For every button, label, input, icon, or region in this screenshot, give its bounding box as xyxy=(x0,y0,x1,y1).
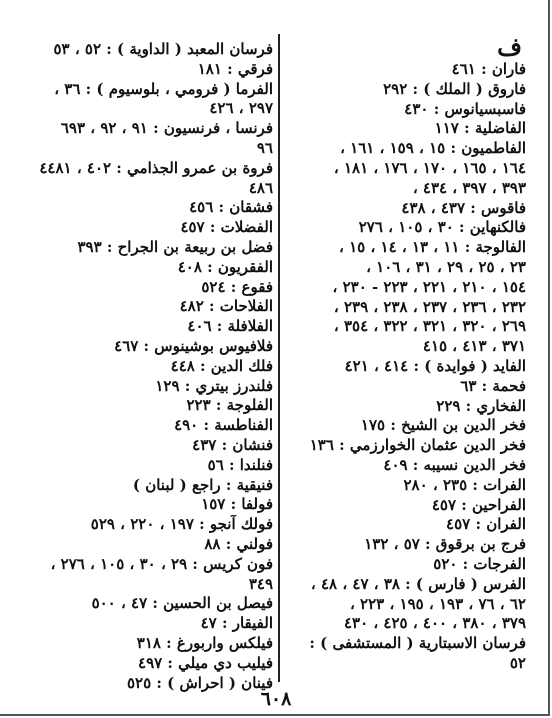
index-entry: الفرس ( فارس ) : ٣٨ ، ٤٧ ، ٤٨ ، xyxy=(310,574,526,593)
index-entry: فلندرز بيتري : ١٢٩ xyxy=(155,376,273,395)
index-entry: فشقان : ٤٥٦ xyxy=(189,198,273,217)
index-entry: الفران : ٤٥٧ xyxy=(446,515,526,534)
index-entry: ٢٣٢ ، ٢٣٦ ، ٢٣٧ ، ٢٣٨ ، ٢٣٩ ، xyxy=(333,297,526,316)
index-entry: فاروق ( الملك ) : ٢٩٢ xyxy=(383,79,526,98)
index-entry: فرقي : ١٨١ xyxy=(197,59,273,78)
index-entry: فينان ( احراش ) : ٥٢٥ xyxy=(126,673,273,692)
index-entry: فالكنهاين : ٣٠ ، ١٠٥ ، ٢٧٦ xyxy=(358,218,526,237)
index-entry: ٣٧٩ ، ٣٨٠ ، ٤٠٠ ، ٤٢٥ ، ٤٣٠ xyxy=(343,614,526,633)
index-entry: الفناطسة : ٤٩٠ xyxy=(174,416,273,435)
index-entry: فخر الدين نسيبه : ٤٠٩ xyxy=(383,455,526,474)
index-entry: الفالوجة : ١١ ، ١٣ ، ١٤ ، ١٥ ، xyxy=(339,238,526,257)
index-entry: فنيقية : راجع ( لبنان ) xyxy=(132,475,273,494)
index-entry: فولني : ٨٨ xyxy=(204,534,273,553)
left-column xyxy=(30,40,273,693)
index-entry: فيصل بن الحسين : ٤٧ ، ٥٠٠ xyxy=(91,594,273,613)
index-entry: الفضلات : ٤٥٧ xyxy=(180,218,273,237)
index-entry: الفاطميون : ١٥ ، ١٥٩ ، ١٦١ ، xyxy=(340,139,526,158)
index-entry: الفلاحات : ٤٨٢ xyxy=(179,297,273,316)
index-entry: ٢٣ ، ٢٥ ، ٢٩ ، ٣١ ، ١٠٦ ، xyxy=(366,257,526,276)
index-entry: الفخاري : ٢٢٩ xyxy=(436,396,526,415)
index-entry: الفقريون : ٤٠٨ xyxy=(177,257,273,276)
index-entry: فيليب دي ميلي : ٤٩٧ xyxy=(138,653,273,672)
index-entry: ٦٢ ، ٧٦ ، ١٩٣ ، ١٩٥ ، ٢٢٣ ، xyxy=(349,594,526,613)
index-entry: فاقوس : ٤٣٧ ، ٤٣٨ xyxy=(401,198,526,217)
index-entry: الفرما ( فرومي ، بلوسيوم ) : ٣٦ ، xyxy=(54,79,273,98)
index-entry: ٢٩٧ ، ٤٢٦ xyxy=(209,99,273,118)
right-column xyxy=(283,42,526,674)
index-entry: فحمة : ٦٣ xyxy=(460,376,526,395)
index-entry: فرسان الاسبتارية ( المستشفى ) : xyxy=(309,634,526,653)
index-entry: الفراحين : ٤٥٧ xyxy=(431,495,526,514)
section-letter: ف xyxy=(497,32,522,61)
index-entry: الفلافلة : ٤٠٦ xyxy=(187,317,273,336)
index-entry: فرنسا ، فرنسيون : ٩١ ، ٩٢ ، ٦٩٣ xyxy=(60,119,273,138)
column-divider xyxy=(278,34,280,682)
index-page xyxy=(30,32,526,692)
index-entry: الفرات : ٢٣٥ ، ٢٨٠ xyxy=(403,475,526,494)
index-entry: الفلوجة : ٢٢٣ xyxy=(186,396,273,415)
index-entry: فاسبسيانوس : ٤٣٠ xyxy=(404,99,526,118)
index-entry: ٢٦٩ ، ٣٢٠ ، ٣٢١ ، ٣٢٢ ، ٣٥٤ ، xyxy=(333,317,526,336)
index-entry: فرج بن برقوق : ٥٧ ، ١٣٢ xyxy=(364,535,526,554)
index-entry: فلك الدين : ٤٤٨ xyxy=(170,356,273,375)
index-entry: فيلكس واربورغ : ٣١٨ xyxy=(136,633,273,652)
index-entry: فولك آنجو : ١٩٧ ، ٢٢٠ ، ٥٢٩ xyxy=(90,515,273,534)
index-entry: ٩٦ xyxy=(256,138,273,157)
index-entry: ٣٩٣ ، ٣٩٧ ، ٤٣٤ ، xyxy=(412,178,526,197)
index-entry: فنشان : ٤٣٧ xyxy=(192,435,273,454)
index-entry: ٥٢ xyxy=(509,653,526,672)
page-number: ٦٠٨ xyxy=(260,688,292,710)
index-entry: فنلندا : ٥٦ xyxy=(207,455,273,474)
index-entry: فروة بن عمرو الجذامي : ٤٠٢ ، ٤٤٨١ xyxy=(39,158,273,177)
index-entry: فخر الدين بن الشيخ : ١٧٥ xyxy=(360,416,526,435)
index-entry: الفرجات : ٥٢٠ xyxy=(433,554,526,573)
index-entry: فضل بن ربيعة بن الجراح : ٣٩٣ xyxy=(77,237,273,256)
index-entry: فلافيوس بوشينوس : ٤٦٧ xyxy=(114,336,273,355)
index-entry: ١٥٤ ، ٢١٠ ، ٢٢١ ، ٢٢٣ - ٢٣٠ ، xyxy=(332,277,526,296)
index-entry: فقوع : ٥٢٤ xyxy=(201,277,273,296)
index-entry: الفايد ( فوايدة ) : ٤١٤ ، ٤٢١ xyxy=(344,356,526,375)
index-entry: ٣٤٩ xyxy=(248,574,273,593)
index-entry: ٣٧١ ، ٤١٣ ، ٤١٥ xyxy=(422,337,526,356)
index-entry: فولفا : ١٥٧ xyxy=(201,495,273,514)
index-entry: ٤٨٦ xyxy=(248,178,273,197)
index-entry: الفاضلية : ١١٧ xyxy=(434,119,526,138)
index-entry: ١٦٤ ، ١٦٥ ، ١٧٠ ، ١٧٦ ، ١٨١ ، xyxy=(333,158,526,177)
index-entry: فون كريس : ٢٩ ، ٣٠ ، ١٠٥ ، ٢٧٦ ، xyxy=(50,554,273,573)
index-entry: فرسان المعبد ( الداوية ) : ٥٢ ، ٥٣ xyxy=(53,40,273,58)
index-entry: فخر الدين عثمان الخوارزمي : ١٣٦ xyxy=(309,436,526,455)
index-entry: فاران : ٤٦١ xyxy=(451,60,526,78)
index-entry: الفيقار : ٤٧ xyxy=(200,614,273,633)
